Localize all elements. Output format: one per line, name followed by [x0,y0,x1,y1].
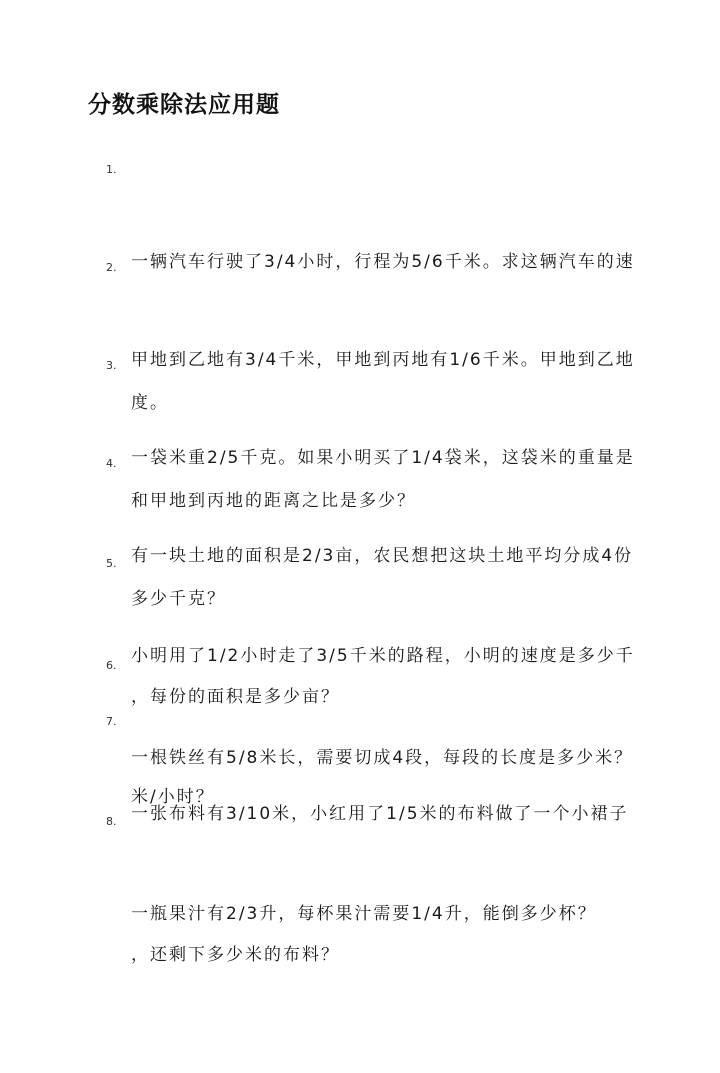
question-line: 和甲地到丙地的距离之比是多少？ [131,491,416,511]
question-line: ，每份的面积是多少亩？ [131,687,340,707]
question-line: 度。 [131,393,169,413]
question-number: 1. [106,163,117,176]
question-number: 7. [106,715,117,728]
question-number: 8. [106,815,117,828]
question-line: 一辆汽车行驶了3/4小时，行程为5/6千米。求这辆汽车的速 [131,252,635,272]
question-number: 4. [106,457,117,470]
question-number: 6. [106,659,117,672]
question-line: 小明用了1/2小时走了3/5千米的路程，小明的速度是多少千 [131,646,635,666]
question-text [131,797,631,1032]
question-line: 米/小时？ [131,787,215,807]
question-line: 有一块土地的面积是2/3亩，农民想把这块土地平均分成4份 [131,546,634,566]
question-line: 一袋米重2/5千克。如果小明买了1/4袋米，这袋米的重量是 [131,448,635,468]
question-number: 2. [106,261,117,274]
question-number: 3. [106,359,117,372]
question-line: 一瓶果汁有2/3升，每杯果汁需要1/4升，能倒多少杯？ [131,904,597,924]
question-line: ，还剩下多少米的布料？ [131,945,340,965]
question-number: 5. [106,557,117,570]
page-title: 分数乘除法应用题 [88,91,280,118]
question-line: 一张布料有3/10米，小红用了1/5米的布料做了一个小裙子 [131,804,629,824]
question-line: 多少千克？ [131,589,226,609]
question-line: 一根铁丝有5/8米长，需要切成4段，每段的长度是多少米？ [131,748,634,768]
question-line: 甲地到乙地有3/4千米，甲地到丙地有1/6千米。甲地到乙地 [131,350,635,370]
